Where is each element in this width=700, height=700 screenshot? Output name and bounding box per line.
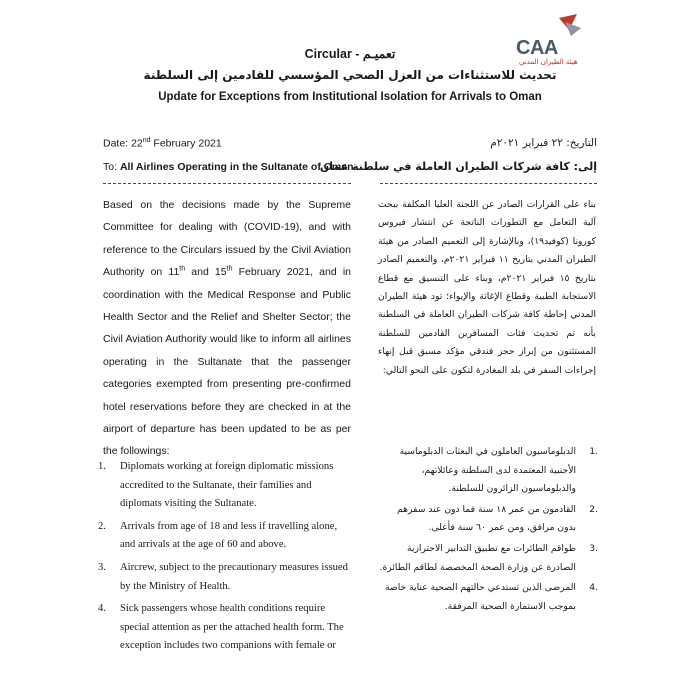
divider-english <box>103 183 351 184</box>
list-item: 2. القادمون من عمر ١٨ سنة فما دون عند سفرهم بدون مرافق، ومن عمر ٦٠ سنة فأعلى. <box>397 503 598 534</box>
logo-text: CAA <box>516 37 558 59</box>
list-item: 3. طواقم الطائرات مع تطبيق التدابير الاحترازية الصادرة عن وزارة الصحة المخصصة لطاقم الطائرة. <box>379 542 598 573</box>
body-paragraph-arabic: بناء على القرارات الصادر عن اللجنة العليا المكلفة ببحث آلية التعامل مع التطورات الناتجة عن انتشار فيروس كورونا (كوفيد١٩)، وبالإشارة إلى التعميم الصادر من هيئة الطيران المدني بتاريخ ١١ فبراير ٢٠٢١م، والتعميم الصادر بتاريخ ١٥ فبراير ٢٠٢١م، وبناء على التنسيق مع قطاع الاستجابة الطبية وقطاع الإغاثة والإيواء؛ تود هيئة الطيران المدني إحاطة كافة شركات الطيران العاملة في السلطنة بأنه تم تحديث فئات المسافرين القادمين للسلطنة المستثنون من إبراز حجز فندقي مؤكد مسبق قبل إنهاء إجراءات السفر في بلد المغادرة لتكون على النحو التالي: <box>378 199 596 376</box>
exemption-list-english <box>98 458 354 660</box>
document-title: Circular - تعميـم <box>304 47 396 61</box>
logo-subtitle: هيئة الطيران المدني <box>519 58 578 66</box>
list-item: 2. Arrivals from age of 18 and less if travelling alone, and arrivals at the age of 60 and above. <box>98 520 338 551</box>
date-english: Date: 22nd February 2021 <box>103 137 222 150</box>
logo-grey-wing-icon <box>565 22 581 36</box>
document-subtitle: Update for Exceptions from Institutional Isolation for Arrivals to Oman <box>158 91 542 103</box>
list-item: 4. المرضى الذين تستدعي حالتهم الصحية عناية خاصة بموجب الاستمارة الصحية المرفقة. <box>384 582 598 612</box>
recipient-arabic: إلى: كافة شركات الطيران العاملة في سلطنة عمان <box>319 160 597 173</box>
divider-arabic <box>380 183 597 184</box>
list-item: 4. Sick passengers whose health conditions require special attention as per the attached health form. The exception includes two companions with female or <box>98 603 344 652</box>
date-arabic: التاريخ: ٢٢ فبراير ٢٠٢١م <box>490 137 597 149</box>
list-item: 1. الدبلوماسيون العاملون في البعثات الدبلوماسية الأجنبية المعتمدة لدى السلطنة وعائلاتهم، والدبلوماسيون الزائرون للسلطنة. <box>399 446 598 495</box>
exemption-list-arabic <box>376 443 598 618</box>
list-item: 1. Diplomats working at foreign diplomatic missions accredited to the Sultanate, their families and diplomats visiting the Sultanate. <box>98 461 334 510</box>
recipient-english: To: All Airlines Operating in the Sultanate of Oman <box>103 161 354 173</box>
document-title-arabic: تحديث للاستثناءات من العزل الصحي المؤسسي للقادمين إلى السلطنة <box>143 68 557 82</box>
body-paragraph-english: Based on the decisions made by the Supreme Committee for dealing with (COVID-19), and with reference to the Circulars issued by the Civil Aviation Authority on 11th and 15th February 2021, and in coordination with the Medical Response and Public Health Sector and the Relief and Shelter Sector; the Civil Aviation Authority would like to inform all airlines operating in the Sultanate that the passenger categories exempted from presenting pre-confirmed hotel reservations before they are checked in at the airport of departure has been updated to be as per the followings: <box>103 199 351 458</box>
list-item: 3. Aircrew, subject to the precautionary measures issued by the Ministry of Health. <box>98 561 348 592</box>
